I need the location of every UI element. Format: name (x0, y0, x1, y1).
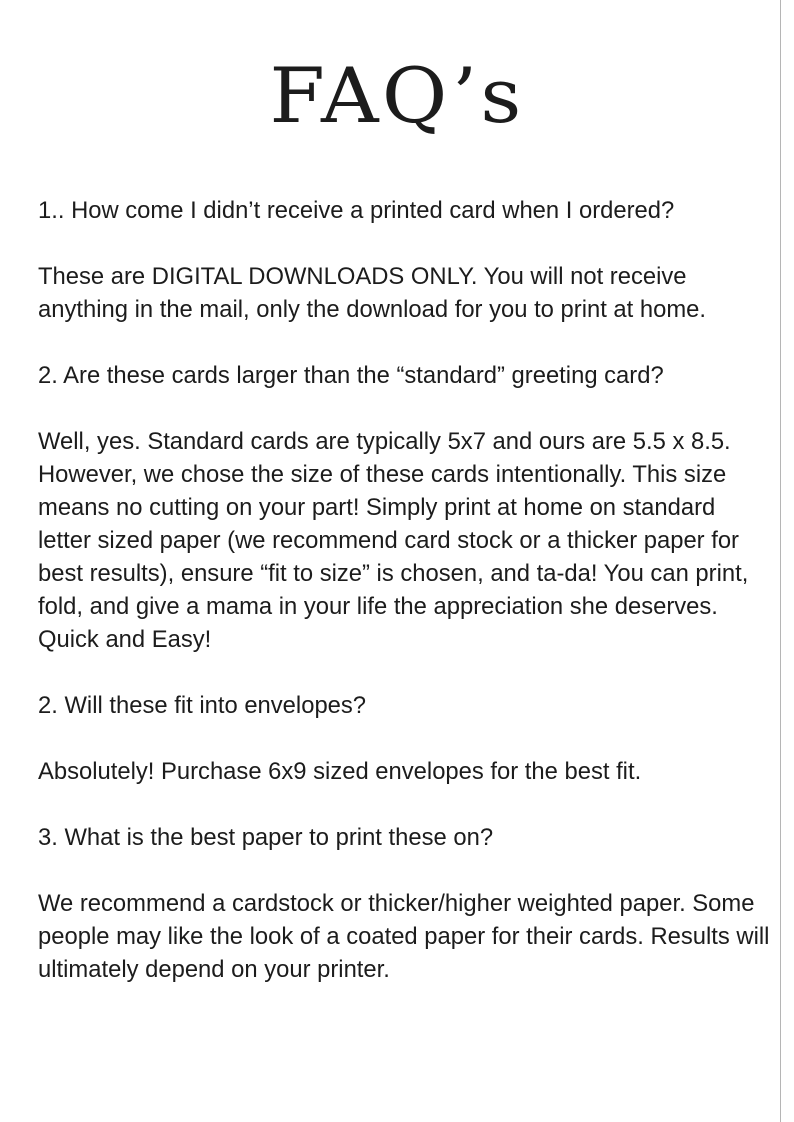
faq-question-1: 1.. How come I didn’t receive a printed card when I ordered? (38, 197, 675, 224)
page-title: FAQ’s (269, 51, 525, 140)
faq-question-2: 2. Are these cards larger than the “standard” greeting card? (38, 362, 664, 389)
faq-answer-1: These are DIGITAL DOWNLOADS ONLY. You will not receive anything in the mail, only the download for you to print at home. (38, 263, 707, 323)
faq-answer-3: Absolutely! Purchase 6x9 sized envelopes for the best fit. (38, 758, 642, 785)
faq-content (38, 194, 774, 1019)
faq-answer-2: Well, yes. Standard cards are typically 5x7 and ours are 5.5 x 8.5. However, we chose the size of these cards intentionally. This size means no cutting on your part! Simply print at home on standard letter sized paper (we recommend card stock or a thicker paper for best results), ensure “fit to size” is chosen, and ta-da! You can print, fold, and give a mama in your life the appreciation she deserves. Quick and Easy! (38, 428, 749, 653)
faq-question-4: 3. What is the best paper to print these on? (38, 824, 494, 851)
faq-answer-4: We recommend a cardstock or thicker/higher weighted paper. Some people may like the look of a coated paper for their cards. Results will ultimately depend on your printer. (38, 890, 770, 983)
faq-question-3: 2. Will these fit into envelopes? (38, 692, 367, 719)
page-edge-divider (780, 0, 781, 1122)
